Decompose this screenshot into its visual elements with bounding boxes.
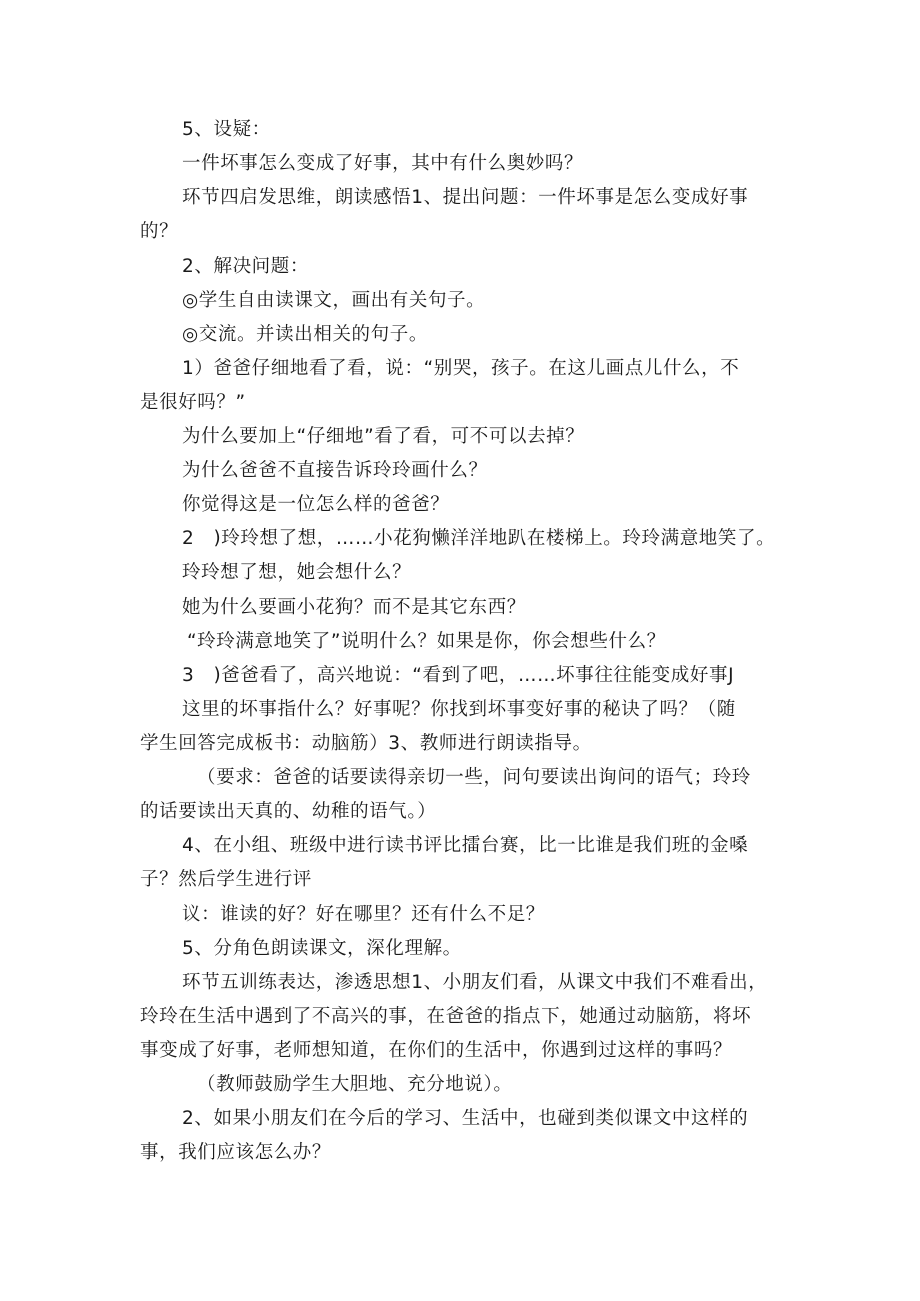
text-line: 这里的坏事指什么？好事呢？你找到坏事变好事的秘诀了吗？（随 bbox=[182, 699, 736, 720]
text-line: 为什么要加上“仔细地”看了看，可不可以去掉？ bbox=[182, 426, 585, 447]
text-line: 子？然后学生进行评 bbox=[140, 869, 312, 890]
text-line: （教师鼓励学生大胆地、充分地说）。 bbox=[197, 1074, 513, 1095]
text-line: 环节四启发思维，朗读感悟1、提出问题：一件坏事是怎么变成好事 bbox=[182, 187, 749, 208]
text-line: 事变成了好事，老师想知道，在你们的生活中，你遇到过这样的事吗？ bbox=[140, 1040, 733, 1061]
text-line: 事，我们应该怎么办？ bbox=[140, 1142, 332, 1163]
text-line: 3 )爸爸看了，高兴地说：“看到了吧，……坏事往往能变成好事J bbox=[182, 665, 735, 686]
text-line: 为什么爸爸不直接告诉玲玲画什么？ bbox=[182, 460, 488, 481]
text-line: 她为什么要画小花狗？而不是其它东西？ bbox=[182, 597, 526, 618]
text-line: 1）爸爸仔细地看了看，说：“别哭，孩子。在这儿画点儿什么，不 bbox=[182, 358, 740, 379]
text-line: 是很好吗？” bbox=[140, 392, 246, 413]
text-line: 学生回答完成板书：动脑筋）3、教师进行朗读指导。 bbox=[140, 733, 592, 754]
text-line: ◎交流。并读出相关的句子。 bbox=[182, 324, 428, 345]
text-line: 的话要读出天真的、幼稚的语气。） bbox=[140, 801, 437, 822]
text-line: “玲玲满意地笑了”说明什么？如果是你，你会想些什么？ bbox=[187, 631, 666, 652]
text-line: 议：谁读的好？好在哪里？还有什么不足？ bbox=[182, 904, 545, 925]
text-line: 玲玲在生活中遇到了不高兴的事，在爸爸的指点下，她通过动脑筋，将坏 bbox=[140, 1006, 752, 1027]
text-line: 5、设疑： bbox=[182, 119, 271, 140]
text-line: 环节五训练表达，渗透思想1、小朋友们看，从课文中我们不难看出， bbox=[182, 972, 768, 993]
text-line: ◎学生自由读课文，画出有关句子。 bbox=[182, 290, 486, 311]
text-line: （要求：爸爸的话要读得亲切一些，问句要读出询问的语气；玲玲 bbox=[197, 767, 751, 788]
text-line: 的？ bbox=[140, 221, 179, 242]
text-line: 一件坏事怎么变成了好事，其中有什么奥妙吗？ bbox=[182, 153, 584, 174]
text-line: 2 )玲玲想了想，……小花狗懒洋洋地趴在楼梯上。玲玲满意地笑了。 bbox=[182, 528, 776, 549]
text-line: 玲玲想了想，她会想什么？ bbox=[182, 562, 412, 583]
text-line: 4、在小组、班级中进行读书评比擂台赛，比一比谁是我们班的金嗓 bbox=[182, 835, 749, 856]
text-line: 2、如果小朋友们在今后的学习、生活中，也碰到类似课文中这样的 bbox=[182, 1108, 749, 1129]
text-line: 5、分角色朗读课文，深化理解。 bbox=[182, 938, 462, 959]
text-line: 你觉得这是一位怎么样的爸爸？ bbox=[182, 494, 450, 515]
text-line: 2、解决问题： bbox=[182, 256, 309, 277]
